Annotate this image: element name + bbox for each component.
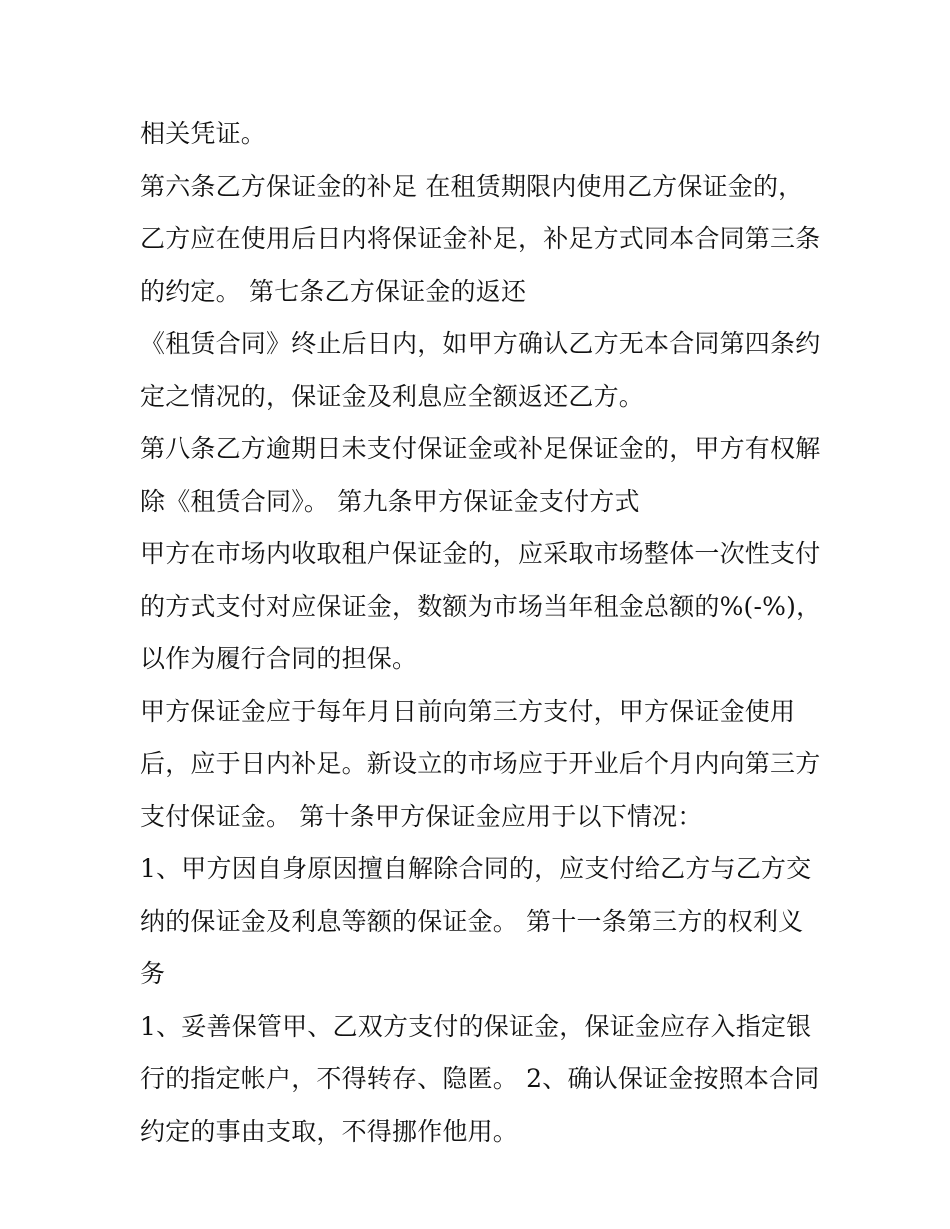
text-line: 第八条乙方逾期日未支付保证金或补足保证金的，甲方有权解 <box>140 434 821 463</box>
text-line: 1、甲方因自身原因擅自解除合同的，应支付给乙方与乙方交 <box>140 854 812 883</box>
document-body <box>140 108 820 1158</box>
text-line: 纳的保证金及利息等额的保证金。 第十一条第三方的权利义 <box>140 906 804 936</box>
text-line: 《租赁合同》终止后日内，如甲方确认乙方无本合同第四条约 <box>140 329 821 358</box>
text-line: 乙方应在使用后日内将保证金补足，补足方式同本合同第三条 <box>140 224 821 253</box>
text-line: 甲方保证金应于每年月日前向第三方支付，甲方保证金使用 <box>140 696 796 726</box>
text-line: 相关凭证。 <box>140 119 267 148</box>
text-line: 1、妥善保管甲、乙双方支付的保证金，保证金应存入指定银 <box>140 1011 812 1041</box>
text-line: 第六条乙方保证金的补足 在租赁期限内使用乙方保证金的， <box>140 171 804 201</box>
text-line: 的方式支付对应保证金，数额为市场当年租金总额的%(-%)， <box>140 591 822 621</box>
text-line: 以作为履行合同的担保。 <box>140 644 418 673</box>
text-line: 约定的事由支取，不得挪作他用。 <box>140 1116 519 1146</box>
text-line: 务 <box>140 959 166 988</box>
text-line: 定之情况的，保证金及利息应全额返还乙方。 <box>140 381 645 411</box>
text-line: 甲方在市场内收取租户保证金的，应采取市场整体一次性支付 <box>140 539 821 568</box>
text-line: 后，应于日内补足。新设立的市场应于开业后个月内向第三方 <box>140 749 821 778</box>
text-line: 除《租赁合同》。 第九条甲方保证金支付方式 <box>140 486 640 516</box>
text-line: 行的指定帐户，不得转存、隐匿。 2、确认保证金按照本合同 <box>140 1064 820 1093</box>
text-line: 的约定。 第七条乙方保证金的返还 <box>140 276 527 306</box>
text-line: 支付保证金。 第十条甲方保证金应用于以下情况： <box>140 801 703 831</box>
